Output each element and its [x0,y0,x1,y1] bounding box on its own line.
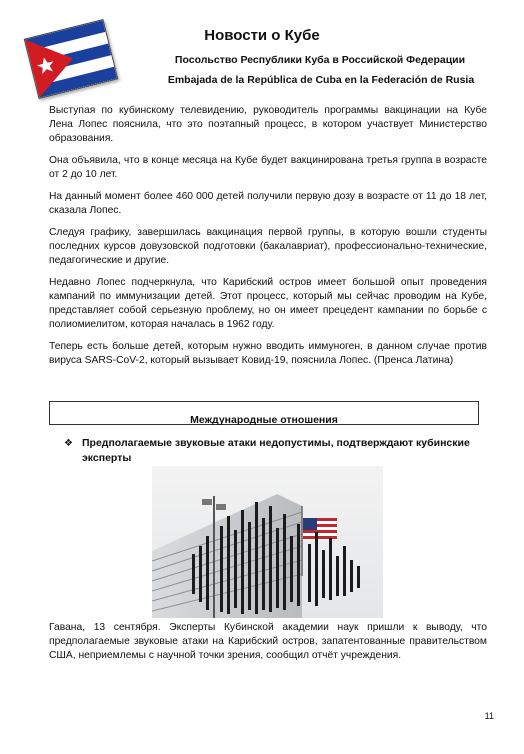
embassy-name-es: Embajada de la República de Cuba en la Federación de Rusia [167,74,475,86]
diamond-bullet-icon: ❖ [64,438,73,449]
embassy-sound-wave-photo [152,466,383,618]
section-header-box [49,401,479,425]
article-headline [64,436,489,466]
page-title: Новости о Кубе [204,27,320,44]
paragraph: Она объявила, что в конце месяца на Кубе будет вакцинирована третья группа в возрасте от 2 до 10 лет. [49,155,487,180]
article-sound-attacks-text: Гавана, 13 сентября. Эксперты Кубинской академии наук пришли к выводу, что предполагаемые звуковые атаки на Карибский остров, запатентованные правительством США, неприемлемы с научной точки зрения, сообщил отчёт учреждения. [49,622,487,661]
paragraph: Теперь есть больше детей, которым нужно вводить иммуноген, в данном случае против вируса SARS-CoV-2, который вызывает Ковид-19, пояснила Лопес. (Пренса Латина) [49,341,487,366]
paragraph: Следуя графику, завершилась вакцинация первой группы, в которую вошли студенты последних курсов довузовской подготовки (бакалавриат), профессионально-технические, педагогические и другие. [49,227,487,266]
paragraph: На данный момент более 460 000 детей получили первую дозу в возрасте от 11 до 18 лет, сказала Лопес. [49,191,487,216]
embassy-name-ru: Посольство Республики Куба в Российской Федерации [174,54,466,66]
page-number: 11 [484,711,494,721]
section-title: Международные отношения [190,414,338,426]
article-vaccination [49,104,487,376]
paragraph: Выступая по кубинскому телевидению, руководитель программы вакцинации на Кубе Лена Лопес пояснила, что это поэтапный процесс, в котором участвует Министерство образования. [49,105,487,144]
headline-text: Предполагаемые звуковые атаки недопустимы, подтверждают кубинские эксперты [82,437,470,464]
paragraph: Недавно Лопес подчеркнула, что Карибский остров имеет большой опыт проведения кампаний по иммунизации детей. Этот процесс, который мы сейчас проводим на Кубе, представляет собой серьезную проблему, но он имеет прецедент кампании по борьбе с полиомиелитом, которая началась в 1962 году. [49,277,487,330]
